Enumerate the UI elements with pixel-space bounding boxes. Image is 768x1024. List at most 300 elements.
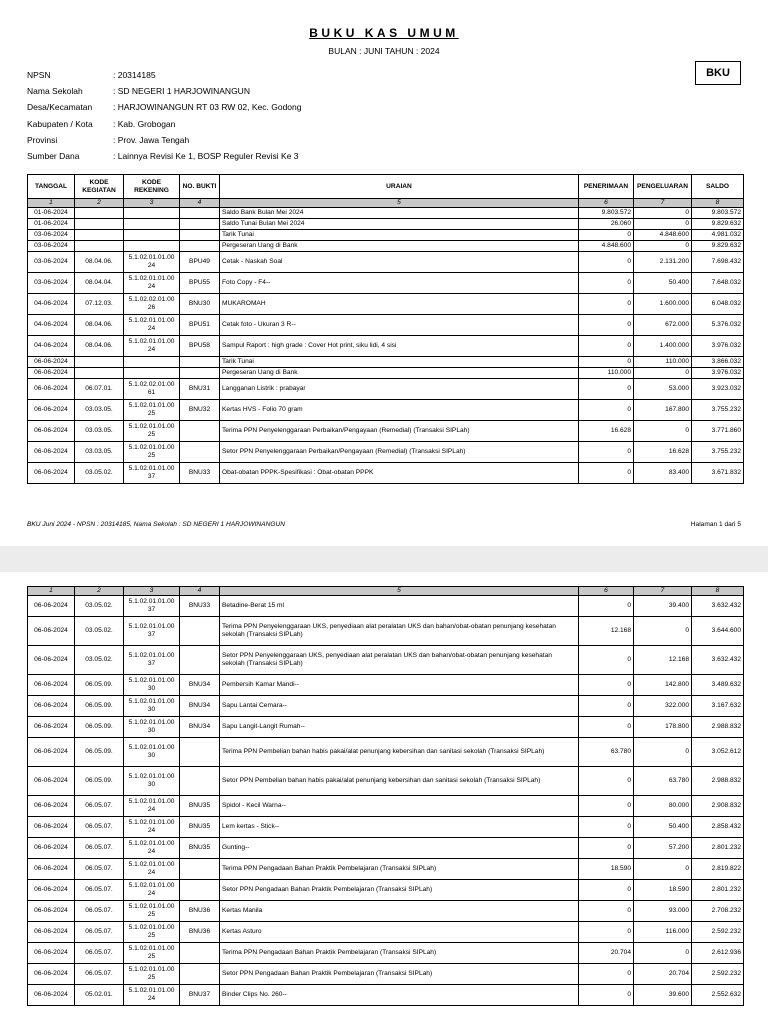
cell-kode-rekening: 5.1.02.01.01.00 24 bbox=[124, 315, 180, 336]
column-number: 3 bbox=[124, 587, 180, 596]
cell-kode-kegiatan: 06.05.07. bbox=[75, 901, 124, 922]
cell-penerimaan: 4.848.600 bbox=[579, 241, 634, 252]
cell-pengeluaran: 16.628 bbox=[634, 442, 692, 463]
cell-pengeluaran: 0 bbox=[634, 943, 692, 964]
cell-pengeluaran: 0 bbox=[634, 617, 692, 646]
info-row: Sumber Dana : Lainnya Revisi Ke 1, BOSP Reguler Revisi Ke 3 bbox=[27, 150, 299, 161]
cell-penerimaan: 0 bbox=[579, 838, 634, 859]
cell-penerimaan: 0 bbox=[579, 696, 634, 717]
cell-saldo: 2.552.632 bbox=[692, 985, 744, 1006]
cell-no-bukti: BNU37 bbox=[180, 985, 220, 1006]
cell-kode-kegiatan: 05.02.01. bbox=[75, 985, 124, 1006]
cell-saldo: 9.829.632 bbox=[692, 219, 744, 230]
ledger-table-page-1 bbox=[27, 174, 744, 484]
table-row bbox=[28, 230, 744, 241]
cell-tanggal: 01-06-2024 bbox=[28, 219, 75, 230]
cell-kode-rekening: 5.1.02.01.01.00 24 bbox=[124, 838, 180, 859]
cell-kode-rekening: 5.1.02.02.01.00 26 bbox=[124, 294, 180, 315]
cell-saldo: 3.976.032 bbox=[692, 336, 744, 357]
document-page-2 bbox=[0, 572, 768, 1024]
table-row bbox=[28, 208, 744, 219]
school-info bbox=[27, 70, 427, 167]
cell-tanggal: 06-06-2024 bbox=[28, 838, 75, 859]
cell-uraian: Gunting-- bbox=[220, 838, 579, 859]
cell-kode-rekening: 5.1.02.01.01.00 25 bbox=[124, 964, 180, 985]
cell-kode-rekening: 5.1.02.01.01.00 25 bbox=[124, 400, 180, 421]
cell-penerimaan: 20.704 bbox=[579, 943, 634, 964]
cell-kode-rekening: 5.1.02.01.01.00 30 bbox=[124, 767, 180, 796]
cell-penerimaan: 0 bbox=[579, 922, 634, 943]
cell-uraian: Betadine-Berat 15 ml bbox=[220, 596, 579, 617]
cell-no-bukti bbox=[180, 219, 220, 230]
column-number: 5 bbox=[220, 199, 579, 208]
cell-penerimaan: 0 bbox=[579, 675, 634, 696]
cell-saldo: 3.866.032 bbox=[692, 357, 744, 368]
cell-uraian: Kertas Asturo bbox=[220, 922, 579, 943]
column-number: 8 bbox=[692, 587, 744, 596]
cell-penerimaan: 0 bbox=[579, 336, 634, 357]
cell-pengeluaran: 110.000 bbox=[634, 357, 692, 368]
cell-kode-rekening: 5.1.02.01.01.00 37 bbox=[124, 596, 180, 617]
col-saldo: SALDO bbox=[692, 175, 744, 199]
cell-penerimaan: 0 bbox=[579, 767, 634, 796]
cell-no-bukti bbox=[180, 859, 220, 880]
header-row bbox=[28, 175, 744, 199]
table-row bbox=[28, 985, 744, 1006]
cell-kode-kegiatan: 06.05.09. bbox=[75, 717, 124, 738]
info-row: Kabupaten / Kota : Kab. Grobogan bbox=[27, 118, 176, 129]
cell-kode-kegiatan: 03.03.05. bbox=[75, 442, 124, 463]
cell-kode-rekening: 5.1.02.01.01.00 24 bbox=[124, 796, 180, 817]
table-row bbox=[28, 646, 744, 675]
cell-penerimaan: 0 bbox=[579, 294, 634, 315]
cell-saldo: 3.489.632 bbox=[692, 675, 744, 696]
cell-penerimaan: 0 bbox=[579, 442, 634, 463]
column-number: 4 bbox=[180, 587, 220, 596]
cell-penerimaan: 0 bbox=[579, 596, 634, 617]
cell-penerimaan: 9.803.572 bbox=[579, 208, 634, 219]
cell-tanggal: 06-06-2024 bbox=[28, 421, 75, 442]
cell-tanggal: 04-06-2024 bbox=[28, 294, 75, 315]
cell-pengeluaran: 50.400 bbox=[634, 273, 692, 294]
table-row bbox=[28, 901, 744, 922]
cell-no-bukti: BNU35 bbox=[180, 838, 220, 859]
cell-saldo: 2.612.936 bbox=[692, 943, 744, 964]
cell-pengeluaran: 20.704 bbox=[634, 964, 692, 985]
cell-kode-kegiatan: 06.05.07. bbox=[75, 964, 124, 985]
cell-uraian: Spidol - Kecil Warna-- bbox=[220, 796, 579, 817]
cell-no-bukti bbox=[180, 421, 220, 442]
cell-pengeluaran: 4.848.600 bbox=[634, 230, 692, 241]
cell-pengeluaran: 0 bbox=[634, 368, 692, 379]
table-row bbox=[28, 241, 744, 252]
column-number: 7 bbox=[634, 199, 692, 208]
cell-kode-kegiatan: 06.05.09. bbox=[75, 675, 124, 696]
cell-no-bukti: BNU34 bbox=[180, 717, 220, 738]
table-row bbox=[28, 294, 744, 315]
cell-kode-rekening: 5.1.02.01.01.00 24 bbox=[124, 985, 180, 1006]
cell-pengeluaran: 1.400.000 bbox=[634, 336, 692, 357]
cell-saldo: 2.708.232 bbox=[692, 901, 744, 922]
cell-kode-rekening: 5.1.02.01.01.00 30 bbox=[124, 738, 180, 767]
cell-penerimaan: 0 bbox=[579, 817, 634, 838]
cell-pengeluaran: 53.000 bbox=[634, 379, 692, 400]
col-kode-rekening: KODE REKENING bbox=[124, 175, 180, 199]
table-row bbox=[28, 273, 744, 294]
cell-uraian: Binder Clips No. 260-- bbox=[220, 985, 579, 1006]
cell-kode-rekening: 5.1.02.01.01.00 24 bbox=[124, 859, 180, 880]
cell-kode-kegiatan: 03.05.02. bbox=[75, 596, 124, 617]
cell-kode-rekening: 5.1.02.01.01.00 25 bbox=[124, 943, 180, 964]
table-row bbox=[28, 859, 744, 880]
cell-no-bukti: BNU35 bbox=[180, 796, 220, 817]
cell-pengeluaran: 18.590 bbox=[634, 880, 692, 901]
cell-uraian: Terima PPN Pengadaan Bahan Praktik Pembelajaran (Transaksi SIPLah) bbox=[220, 859, 579, 880]
cell-saldo: 2.858.432 bbox=[692, 817, 744, 838]
cell-penerimaan: 0 bbox=[579, 717, 634, 738]
cell-pengeluaran: 142.800 bbox=[634, 675, 692, 696]
cell-kode-rekening bbox=[124, 230, 180, 241]
col-kode-kegiatan: KODE KEGIATAN bbox=[75, 175, 124, 199]
table-row bbox=[28, 219, 744, 230]
table-row bbox=[28, 336, 744, 357]
cell-no-bukti bbox=[180, 442, 220, 463]
cell-penerimaan: 0 bbox=[579, 646, 634, 675]
cell-uraian: Setor PPN Penyelenggaraan UKS, penyediaan alat peralatan UKS dan bahan/obat-obatan penunjang kesehatan sekolah (Transaksi SIPLah) bbox=[220, 646, 579, 675]
cell-tanggal: 01-06-2024 bbox=[28, 208, 75, 219]
cell-kode-rekening: 5.1.02.01.01.00 37 bbox=[124, 463, 180, 484]
cell-pengeluaran: 12.168 bbox=[634, 646, 692, 675]
cell-tanggal: 06-06-2024 bbox=[28, 463, 75, 484]
cell-saldo: 3.632.432 bbox=[692, 646, 744, 675]
cell-pengeluaran: 0 bbox=[634, 738, 692, 767]
cell-kode-kegiatan bbox=[75, 230, 124, 241]
cell-tanggal: 06-06-2024 bbox=[28, 901, 75, 922]
column-number: 2 bbox=[75, 587, 124, 596]
cell-saldo: 3.632.432 bbox=[692, 596, 744, 617]
cell-kode-rekening: 5.1.02.01.01.00 24 bbox=[124, 817, 180, 838]
cell-uraian: Pembersih Kamar Mandi-- bbox=[220, 675, 579, 696]
cell-no-bukti: BNU31 bbox=[180, 379, 220, 400]
cell-kode-kegiatan: 03.05.02. bbox=[75, 463, 124, 484]
table-row bbox=[28, 796, 744, 817]
info-row: Nama Sekolah : SD NEGERI 1 HARJOWINANGUN bbox=[27, 86, 250, 97]
ledger-body-page-2 bbox=[28, 587, 744, 1006]
cell-penerimaan: 12.168 bbox=[579, 617, 634, 646]
cell-no-bukti: BPU58 bbox=[180, 336, 220, 357]
cell-saldo: 2.988.832 bbox=[692, 717, 744, 738]
cell-saldo: 7.698.432 bbox=[692, 252, 744, 273]
cell-kode-rekening: 5.1.02.01.01.00 30 bbox=[124, 717, 180, 738]
cell-kode-kegiatan: 06.07.01. bbox=[75, 379, 124, 400]
table-row bbox=[28, 696, 744, 717]
cell-penerimaan: 0 bbox=[579, 273, 634, 294]
cell-pengeluaran: 0 bbox=[634, 859, 692, 880]
cell-kode-rekening: 5.1.02.01.01.00 24 bbox=[124, 273, 180, 294]
cell-kode-kegiatan bbox=[75, 368, 124, 379]
document-title: BUKU KAS UMUM bbox=[309, 26, 459, 40]
cell-uraian: Setor PPN Pengadaan Bahan Praktik Pembelajaran (Transaksi SIPLah) bbox=[220, 964, 579, 985]
table-row bbox=[28, 463, 744, 484]
cell-saldo: 3.644.600 bbox=[692, 617, 744, 646]
cell-uraian: Kertas Manila bbox=[220, 901, 579, 922]
cell-kode-rekening bbox=[124, 357, 180, 368]
table-row bbox=[28, 596, 744, 617]
cell-saldo: 2.592.232 bbox=[692, 964, 744, 985]
cell-penerimaan: 18.590 bbox=[579, 859, 634, 880]
cell-kode-kegiatan: 03.03.05. bbox=[75, 421, 124, 442]
ledger-body-page-1 bbox=[28, 175, 744, 484]
document-subtitle: BULAN : JUNI TAHUN : 2024 bbox=[328, 46, 440, 56]
cell-saldo: 9.829.632 bbox=[692, 241, 744, 252]
cell-penerimaan: 0 bbox=[579, 901, 634, 922]
cell-kode-rekening: 5.1.02.01.01.00 30 bbox=[124, 696, 180, 717]
table-row bbox=[28, 252, 744, 273]
table-row bbox=[28, 767, 744, 796]
table-row bbox=[28, 817, 744, 838]
cell-penerimaan: 63.780 bbox=[579, 738, 634, 767]
cell-tanggal: 04-06-2024 bbox=[28, 336, 75, 357]
cell-kode-rekening: 5.1.02.01.01.00 25 bbox=[124, 421, 180, 442]
column-number: 7 bbox=[634, 587, 692, 596]
cell-tanggal: 06-06-2024 bbox=[28, 964, 75, 985]
cell-uraian: Langganan Listrik : prabayar bbox=[220, 379, 579, 400]
cell-no-bukti bbox=[180, 368, 220, 379]
cell-tanggal: 03-06-2024 bbox=[28, 252, 75, 273]
cell-uraian: Sapu Lantai Cemara-- bbox=[220, 696, 579, 717]
cell-saldo: 7.648.032 bbox=[692, 273, 744, 294]
cell-penerimaan: 0 bbox=[579, 230, 634, 241]
cell-kode-rekening: 5.1.02.01.01.00 24 bbox=[124, 252, 180, 273]
cell-kode-kegiatan: 08.04.04. bbox=[75, 273, 124, 294]
cell-tanggal: 06-06-2024 bbox=[28, 943, 75, 964]
cell-no-bukti bbox=[180, 767, 220, 796]
cell-kode-rekening: 5.1.02.02.01.00 61 bbox=[124, 379, 180, 400]
cell-uraian: Saldo Bank Bulan Mei 2024 bbox=[220, 208, 579, 219]
cell-pengeluaran: 39.600 bbox=[634, 985, 692, 1006]
cell-uraian: Cetak foto - Ukuran 3 R-- bbox=[220, 315, 579, 336]
cell-no-bukti: BPU49 bbox=[180, 252, 220, 273]
cell-kode-rekening: 5.1.02.01.01.00 24 bbox=[124, 880, 180, 901]
cell-penerimaan: 0 bbox=[579, 315, 634, 336]
column-number: 8 bbox=[692, 199, 744, 208]
cell-kode-rekening: 5.1.02.01.01.00 24 bbox=[124, 336, 180, 357]
cell-tanggal: 03-06-2024 bbox=[28, 230, 75, 241]
cell-pengeluaran: 178.800 bbox=[634, 717, 692, 738]
cell-pengeluaran: 1.600.000 bbox=[634, 294, 692, 315]
cell-no-bukti: BNU34 bbox=[180, 696, 220, 717]
cell-no-bukti: BNU36 bbox=[180, 901, 220, 922]
cell-no-bukti: BNU30 bbox=[180, 294, 220, 315]
cell-uraian: Terima PPN Penyelenggaraan UKS, penyediaan alat peralatan UKS dan bahan/obat-obatan penunjang kesehatan sekolah (Transaksi SIPLah) bbox=[220, 617, 579, 646]
cell-penerimaan: 0 bbox=[579, 985, 634, 1006]
cell-no-bukti bbox=[180, 738, 220, 767]
cell-uraian: Foto Copy - F4-- bbox=[220, 273, 579, 294]
cell-kode-kegiatan: 08.04.06. bbox=[75, 336, 124, 357]
cell-kode-kegiatan: 06.05.07. bbox=[75, 880, 124, 901]
cell-no-bukti bbox=[180, 880, 220, 901]
col-pengeluaran: PENGELUARAN bbox=[634, 175, 692, 199]
cell-saldo: 4.981.032 bbox=[692, 230, 744, 241]
cell-penerimaan: 0 bbox=[579, 463, 634, 484]
cell-tanggal: 06-06-2024 bbox=[28, 400, 75, 421]
cell-uraian: Terima PPN Penyelenggaraan Perbaikan/Pengayaan (Remedial) (Transaksi SIPLah) bbox=[220, 421, 579, 442]
cell-kode-rekening: 5.1.02.01.01.00 25 bbox=[124, 442, 180, 463]
column-number: 4 bbox=[180, 199, 220, 208]
cell-tanggal: 03-06-2024 bbox=[28, 241, 75, 252]
table-row bbox=[28, 838, 744, 859]
cell-kode-kegiatan bbox=[75, 241, 124, 252]
cell-uraian: Terima PPN Pengadaan Bahan Praktik Pembelajaran (Transaksi SIPLah) bbox=[220, 943, 579, 964]
cell-pengeluaran: 0 bbox=[634, 208, 692, 219]
column-number: 1 bbox=[28, 199, 75, 208]
cell-tanggal: 06-06-2024 bbox=[28, 379, 75, 400]
cell-pengeluaran: 93.000 bbox=[634, 901, 692, 922]
col-uraian: URAIAN bbox=[220, 175, 579, 199]
table-row bbox=[28, 964, 744, 985]
table-row bbox=[28, 717, 744, 738]
table-row bbox=[28, 357, 744, 368]
cell-uraian: Tarik Tunai bbox=[220, 357, 579, 368]
cell-tanggal: 06-06-2024 bbox=[28, 596, 75, 617]
table-row bbox=[28, 738, 744, 767]
cell-pengeluaran: 167.800 bbox=[634, 400, 692, 421]
page-number: Halaman 1 dari 5 bbox=[690, 521, 741, 528]
cell-saldo: 2.801.232 bbox=[692, 838, 744, 859]
cell-uraian: Tarik Tunai bbox=[220, 230, 579, 241]
cell-tanggal: 06-06-2024 bbox=[28, 675, 75, 696]
cell-saldo: 3.923.032 bbox=[692, 379, 744, 400]
cell-tanggal: 06-06-2024 bbox=[28, 696, 75, 717]
cell-pengeluaran: 0 bbox=[634, 421, 692, 442]
cell-uraian: MUKAROMAH bbox=[220, 294, 579, 315]
cell-no-bukti: BPU55 bbox=[180, 273, 220, 294]
cell-tanggal: 06-06-2024 bbox=[28, 368, 75, 379]
cell-no-bukti bbox=[180, 964, 220, 985]
col-tanggal: TANGGAL bbox=[28, 175, 75, 199]
cell-pengeluaran: 80.000 bbox=[634, 796, 692, 817]
cell-penerimaan: 0 bbox=[579, 400, 634, 421]
cell-tanggal: 06-06-2024 bbox=[28, 922, 75, 943]
cell-no-bukti: BNU36 bbox=[180, 922, 220, 943]
cell-pengeluaran: 39.400 bbox=[634, 596, 692, 617]
page-footer-note: BKU Juni 2024 - NPSN : 20314185, Nama Sekolah : SD NEGERI 1 HARJOWINANGUN bbox=[27, 521, 285, 528]
cell-penerimaan: 16.628 bbox=[579, 421, 634, 442]
cell-saldo: 2.592.232 bbox=[692, 922, 744, 943]
cell-kode-rekening bbox=[124, 219, 180, 230]
cell-penerimaan: 0 bbox=[579, 379, 634, 400]
cell-no-bukti bbox=[180, 357, 220, 368]
cell-kode-kegiatan: 08.04.06. bbox=[75, 315, 124, 336]
cell-kode-kegiatan: 06.05.07. bbox=[75, 796, 124, 817]
cell-penerimaan: 0 bbox=[579, 796, 634, 817]
cell-saldo: 3.755.232 bbox=[692, 400, 744, 421]
cell-kode-kegiatan: 06.05.09. bbox=[75, 767, 124, 796]
cell-saldo: 2.908.832 bbox=[692, 796, 744, 817]
cell-no-bukti bbox=[180, 241, 220, 252]
cell-kode-kegiatan: 06.05.09. bbox=[75, 738, 124, 767]
table-row bbox=[28, 368, 744, 379]
cell-kode-kegiatan bbox=[75, 219, 124, 230]
cell-kode-kegiatan bbox=[75, 208, 124, 219]
cell-no-bukti: BPU51 bbox=[180, 315, 220, 336]
cell-kode-rekening: 5.1.02.01.01.00 25 bbox=[124, 901, 180, 922]
cell-uraian: Setor PPN Pengadaan Bahan Praktik Pembelajaran (Transaksi SIPLah) bbox=[220, 880, 579, 901]
table-row bbox=[28, 880, 744, 901]
cell-saldo: 3.976.032 bbox=[692, 368, 744, 379]
cell-kode-kegiatan: 06.05.07. bbox=[75, 943, 124, 964]
cell-no-bukti bbox=[180, 646, 220, 675]
cell-tanggal: 06-06-2024 bbox=[28, 717, 75, 738]
cell-penerimaan: 26.060 bbox=[579, 219, 634, 230]
cell-saldo: 3.771.860 bbox=[692, 421, 744, 442]
cell-pengeluaran: 2.131.200 bbox=[634, 252, 692, 273]
cell-saldo: 6.048.032 bbox=[692, 294, 744, 315]
cell-no-bukti bbox=[180, 230, 220, 241]
cell-penerimaan: 0 bbox=[579, 357, 634, 368]
table-row bbox=[28, 379, 744, 400]
cell-penerimaan: 0 bbox=[579, 964, 634, 985]
cell-saldo: 5.376.032 bbox=[692, 315, 744, 336]
info-row: Provinsi : Prov. Jawa Tengah bbox=[27, 134, 190, 145]
cell-tanggal: 06-06-2024 bbox=[28, 767, 75, 796]
cell-uraian: Setor PPN Penyelenggaraan Perbaikan/Pengayaan (Remedial) (Transaksi SIPLah) bbox=[220, 442, 579, 463]
cell-tanggal: 06-06-2024 bbox=[28, 796, 75, 817]
cell-tanggal: 06-06-2024 bbox=[28, 442, 75, 463]
table-row bbox=[28, 315, 744, 336]
cell-uraian: Pergeseran Uang di Bank bbox=[220, 368, 579, 379]
cell-kode-kegiatan: 06.05.07. bbox=[75, 922, 124, 943]
cell-no-bukti: BNU35 bbox=[180, 817, 220, 838]
ledger-table-page-2 bbox=[27, 586, 744, 1006]
cell-uraian: Kertas HVS - Folio 70 gram bbox=[220, 400, 579, 421]
cell-kode-kegiatan: 06.05.07. bbox=[75, 817, 124, 838]
cell-kode-kegiatan: 06.05.09. bbox=[75, 696, 124, 717]
cell-saldo: 3.671.832 bbox=[692, 463, 744, 484]
cell-penerimaan: 110.000 bbox=[579, 368, 634, 379]
cell-pengeluaran: 63.780 bbox=[634, 767, 692, 796]
cell-kode-rekening: 5.1.02.01.01.00 37 bbox=[124, 646, 180, 675]
cell-no-bukti bbox=[180, 208, 220, 219]
cell-no-bukti: BNU32 bbox=[180, 400, 220, 421]
bku-badge: BKU bbox=[695, 61, 741, 85]
cell-no-bukti: BNU33 bbox=[180, 596, 220, 617]
cell-penerimaan: 0 bbox=[579, 252, 634, 273]
cell-tanggal: 06-06-2024 bbox=[28, 880, 75, 901]
cell-kode-kegiatan bbox=[75, 357, 124, 368]
cell-kode-rekening bbox=[124, 241, 180, 252]
cell-pengeluaran: 672.000 bbox=[634, 315, 692, 336]
cell-no-bukti bbox=[180, 617, 220, 646]
table-row bbox=[28, 400, 744, 421]
cell-uraian: Cetak - Naskah Soal bbox=[220, 252, 579, 273]
cell-saldo: 2.988.832 bbox=[692, 767, 744, 796]
column-number: 6 bbox=[579, 587, 634, 596]
column-number-row bbox=[28, 587, 744, 596]
cell-uraian: Pergeseran Uang di Bank bbox=[220, 241, 579, 252]
cell-no-bukti: BNU34 bbox=[180, 675, 220, 696]
cell-tanggal: 06-06-2024 bbox=[28, 617, 75, 646]
cell-kode-rekening: 5.1.02.01.01.00 25 bbox=[124, 922, 180, 943]
cell-penerimaan: 0 bbox=[579, 880, 634, 901]
cell-saldo: 3.755.232 bbox=[692, 442, 744, 463]
cell-pengeluaran: 0 bbox=[634, 219, 692, 230]
table-row bbox=[28, 675, 744, 696]
cell-saldo: 2.819.822 bbox=[692, 859, 744, 880]
cell-pengeluaran: 57.200 bbox=[634, 838, 692, 859]
cell-tanggal: 06-06-2024 bbox=[28, 357, 75, 368]
info-row: NPSN : 20314185 bbox=[27, 70, 156, 80]
